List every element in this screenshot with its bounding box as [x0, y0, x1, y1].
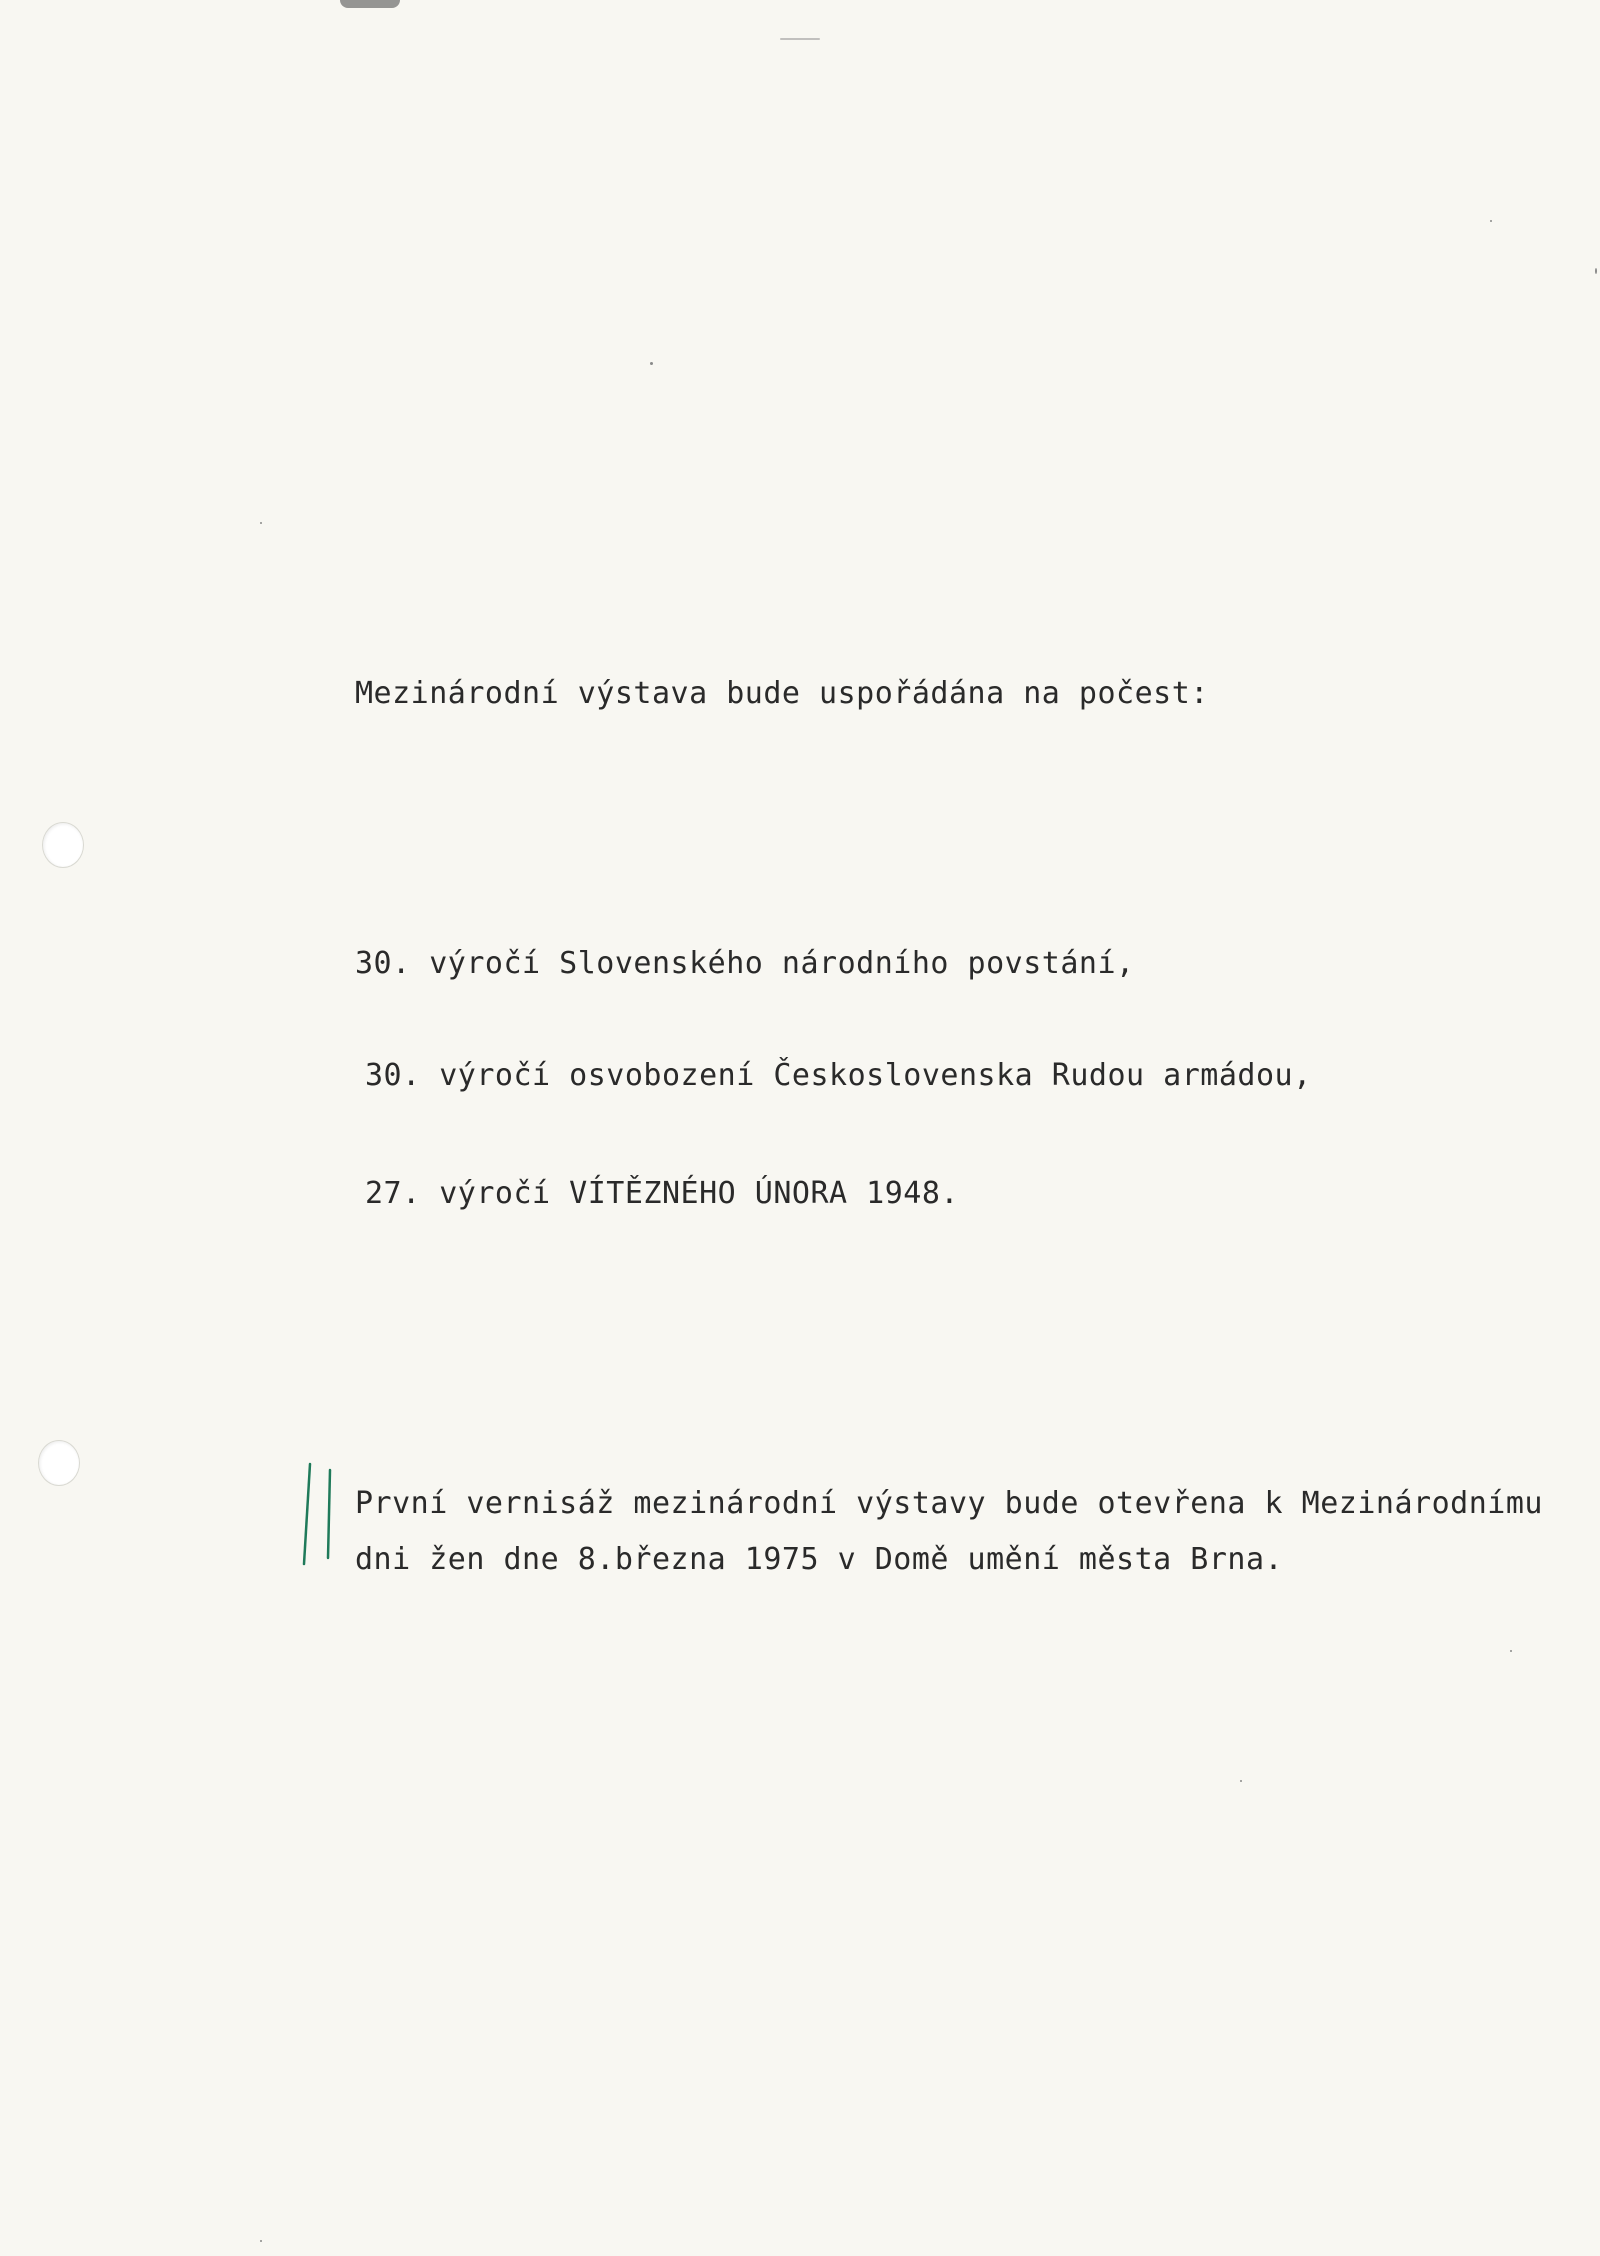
paper-speck: [1510, 1650, 1512, 1652]
ink-smudge: [340, 0, 400, 8]
paper-speck: [260, 522, 262, 524]
paper-speck: [1240, 1780, 1242, 1782]
paper-speck: [1595, 268, 1597, 274]
paper-speck: [650, 362, 653, 365]
paragraph-line: První vernisáž mezinárodní výstavy bude otevřena k Mezinárodnímu: [355, 1486, 1543, 1521]
anniversary-item: 30. výročí osvobození Československa Rudou armádou,: [365, 1058, 1312, 1093]
paper-speck: [780, 38, 820, 40]
intro-line: Mezinárodní výstava bude uspořádána na počest:: [355, 676, 1209, 711]
punch-hole: [42, 822, 84, 868]
anniversary-item: 30. výročí Slovenského národního povstání,: [355, 946, 1135, 981]
anniversary-item: 27. výročí VÍTĚZNÉHO ÚNORA 1948.: [365, 1176, 959, 1211]
paper-speck: [1490, 220, 1492, 222]
punch-hole: [38, 1440, 80, 1486]
paragraph-line: dni žen dne 8.března 1975 v Domě umění města Brna.: [355, 1542, 1284, 1577]
margin-mark-icon: [300, 1460, 340, 1570]
paper-speck: [260, 2240, 262, 2242]
